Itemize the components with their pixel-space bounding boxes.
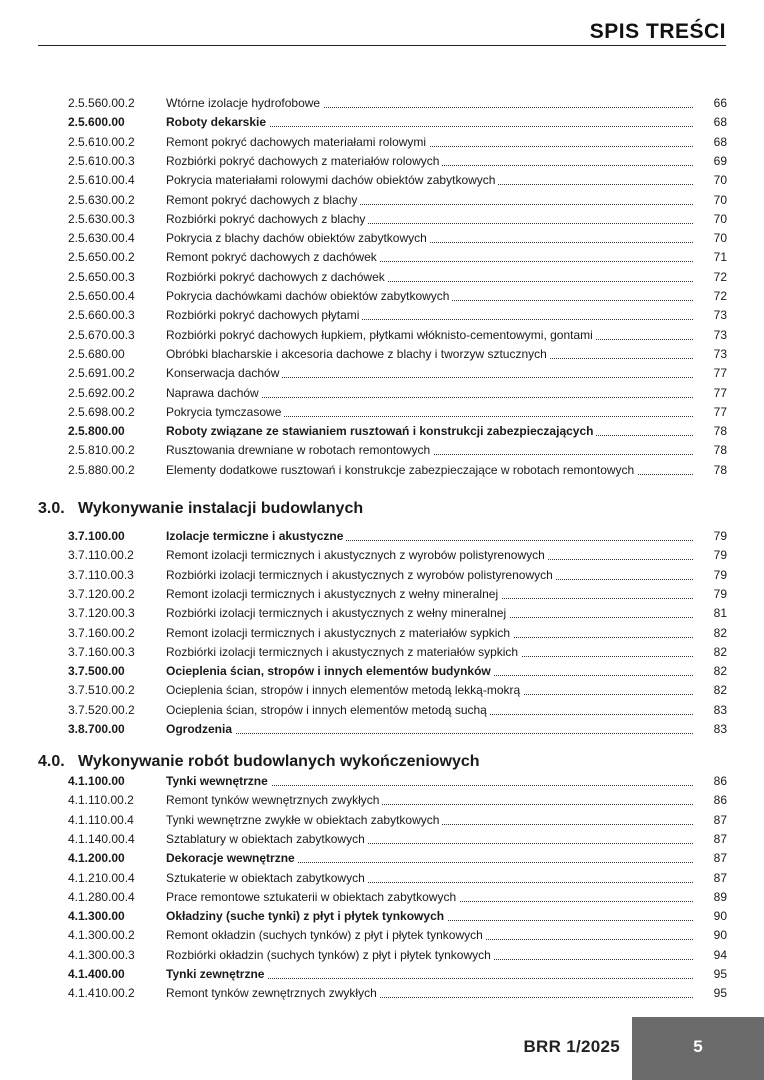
toc-entry-code: 3.7.520.00.2 <box>68 702 135 717</box>
toc-entry[interactable] <box>0 566 764 585</box>
toc-entry-title-text: Elementy dodatkowe rusztowań i konstrukcje zabezpieczające w robotach remontowych <box>166 463 637 477</box>
toc-entry-title-text: Naprawa dachów <box>166 386 262 400</box>
toc-entry-title <box>166 662 693 681</box>
toc-entry-title-text: Remont izolacji termicznych i akustycznych z wyrobów polistyrenowych <box>166 548 548 562</box>
toc-entry-code: 3.8.700.00 <box>68 722 125 736</box>
toc-entry-page: 90 <box>713 909 727 924</box>
toc-entry-title <box>166 133 693 152</box>
toc-entry-title-text: Rozbiórki izolacji termicznych i akustycznych z materiałów sypkich <box>166 645 521 659</box>
toc-entry-code: 4.1.300.00 <box>68 909 125 924</box>
toc-entry-page: 78 <box>713 443 727 458</box>
toc-entry-page: 73 <box>713 308 727 323</box>
toc-entry-code: 2.5.692.00.2 <box>68 385 135 400</box>
toc-entry-title-text: Sztukaterie w obiektach zabytkowych <box>166 871 368 885</box>
toc-entry[interactable] <box>0 461 764 480</box>
section-title: Wykonywanie robót budowlanych wykończeniowych <box>78 753 480 770</box>
toc-entry[interactable] <box>0 888 764 907</box>
toc-entry[interactable] <box>0 791 764 810</box>
toc-entry-code: 2.5.630.00.3 <box>68 211 135 226</box>
toc-entry-title-text: Remont tynków zewnętrznych zwykłych <box>166 986 380 1000</box>
toc-entry-title-text: Rozbiórki pokryć dachowych z blachy <box>166 212 368 226</box>
toc-entry-title-text: Remont okładzin (suchych tynków) z płyt i płytek tynkowych <box>166 928 486 942</box>
toc-entry-page: 82 <box>713 644 727 659</box>
toc-entry-title <box>166 152 693 171</box>
toc-entry-code: 3.7.160.00.2 <box>68 625 135 640</box>
toc-entry-code: 2.5.800.00 <box>68 424 125 439</box>
toc-entry[interactable] <box>0 965 764 984</box>
toc-entry-title-text: Prace remontowe sztukaterii w obiektach zabytkowych <box>166 890 459 904</box>
toc-entry-page: 83 <box>713 702 727 717</box>
toc-entry-page: 68 <box>713 134 727 149</box>
toc-entry-page: 70 <box>713 173 727 188</box>
issue-label: BRR 1/2025 <box>523 1037 620 1056</box>
toc-entry-code: 2.5.630.00.2 <box>68 192 135 207</box>
toc-entry-title-text: Rozbiórki pokryć dachowych z dachówek <box>166 270 388 284</box>
toc-entry-page: 71 <box>713 250 727 265</box>
toc-entry-page: 82 <box>713 664 727 679</box>
toc-entry-code: 2.5.650.00.3 <box>68 269 135 284</box>
toc-entry-page: 78 <box>713 462 727 477</box>
toc-entry-title-text: Pokrycia z blachy dachów obiektów zabytkowych <box>166 231 430 245</box>
toc-entry-title-text: Roboty dekarskie <box>166 115 269 129</box>
toc-entry-code: 4.1.140.00.4 <box>68 831 135 846</box>
toc-entry[interactable] <box>0 171 764 190</box>
toc-entry[interactable] <box>0 133 764 152</box>
toc-entry[interactable] <box>0 94 764 113</box>
toc-entry-page: 69 <box>713 153 727 168</box>
toc-entry-page: 77 <box>713 404 727 419</box>
toc-entry-title <box>166 403 693 422</box>
toc-entry-title-text: Rusztowania drewniane w robotach remontowych <box>166 443 433 457</box>
toc-entry[interactable] <box>0 364 764 383</box>
toc-entry-title <box>166 384 693 403</box>
toc-entry-title <box>166 422 693 441</box>
toc-entry-code: 3.7.100.00 <box>68 529 125 543</box>
toc-entry-page: 79 <box>713 529 727 543</box>
toc-entry[interactable] <box>0 210 764 229</box>
toc-entry[interactable] <box>0 345 764 364</box>
toc-entry-page: 82 <box>713 683 727 698</box>
toc-entry[interactable] <box>0 984 764 1003</box>
toc-entry-code: 2.5.610.00.2 <box>68 134 135 149</box>
toc-entry-title-text: Rozbiórki izolacji termicznych i akustycznych z wyrobów polistyrenowych <box>166 568 556 582</box>
toc-entry[interactable] <box>0 811 764 830</box>
toc-entry-page: 70 <box>713 192 727 207</box>
toc-entry-title-text: Roboty związane ze stawianiem rusztowań i konstrukcji zabezpieczających <box>166 424 596 438</box>
toc-entry-title-text: Ocieplenia ścian, stropów i innych elementów budynków <box>166 664 494 678</box>
toc-entry-title <box>166 191 693 210</box>
toc-entry-title-text: Wtórne izolacje hydrofobowe <box>166 96 323 110</box>
toc-entry[interactable] <box>0 585 764 604</box>
toc-entry-title <box>166 681 693 700</box>
toc-entry[interactable] <box>0 527 764 546</box>
toc-entry-code: 4.1.110.00.4 <box>68 812 134 827</box>
toc-entry-title-text: Remont izolacji termicznych i akustycznych z materiałów sypkich <box>166 626 513 640</box>
header-divider <box>38 45 726 46</box>
toc-entry-title <box>166 210 693 229</box>
toc-entry[interactable] <box>0 681 764 700</box>
toc-entry-page: 94 <box>713 947 727 962</box>
toc-entry-title <box>166 946 693 965</box>
toc-entry-code: 2.5.670.00.3 <box>68 327 135 342</box>
toc-entry[interactable] <box>0 306 764 325</box>
toc-entry-title <box>166 306 693 325</box>
toc-entry-code: 3.7.120.00.3 <box>68 606 135 621</box>
toc-entry-title <box>166 248 693 267</box>
toc-entry-title-text: Okładziny (suche tynki) z płyt i płytek tynkowych <box>166 909 447 923</box>
toc-entry-title-text: Rozbiórki izolacji termicznych i akustycznych z wełny mineralnej <box>166 606 509 620</box>
toc-entry-title-text: Tynki zewnętrzne <box>166 967 267 981</box>
toc-entry-code: 2.5.660.00.3 <box>68 308 135 323</box>
toc-entry-code: 4.1.110.00.2 <box>68 793 134 808</box>
toc-entry-title <box>166 791 693 810</box>
toc-entry-page: 73 <box>713 327 727 342</box>
section-heading-3 <box>38 498 363 520</box>
toc-entry[interactable] <box>0 946 764 965</box>
toc-entry-page: 79 <box>713 586 727 601</box>
page-title: SPIS TREŚCI <box>589 20 726 43</box>
toc-entry-title <box>166 888 693 907</box>
toc-entry[interactable] <box>0 926 764 945</box>
toc-entry-code: 2.5.680.00 <box>68 346 125 361</box>
toc-entry-title-text: Remont pokryć dachowych materiałami rolowymi <box>166 135 429 149</box>
toc-entry-code: 2.5.880.00.2 <box>68 462 135 477</box>
toc-entry-title-text: Remont pokryć dachowych z blachy <box>166 193 360 207</box>
toc-entry-title <box>166 907 693 926</box>
toc-entry[interactable] <box>0 152 764 171</box>
toc-entry-code: 4.1.280.00.4 <box>68 889 135 904</box>
toc-entry-title-text: Rozbiórki pokryć dachowych z materiałów rolowych <box>166 154 442 168</box>
toc-entry[interactable] <box>0 907 764 926</box>
toc-entry[interactable] <box>0 441 764 460</box>
toc-entry-page: 87 <box>713 812 727 827</box>
toc-entry-title <box>166 869 693 888</box>
toc-entry-title <box>166 984 693 1003</box>
toc-entry-code: 2.5.610.00.3 <box>68 153 135 168</box>
toc-entry-code: 4.1.300.00.2 <box>68 928 135 943</box>
toc-entry-code: 4.1.100.00 <box>68 774 125 788</box>
toc-entry-code: 3.7.160.00.3 <box>68 644 135 659</box>
toc-entry-title-text: Sztablatury w obiektach zabytkowych <box>166 832 368 846</box>
toc-entry-title <box>166 546 693 565</box>
toc-entry-title <box>166 268 693 287</box>
toc-entry-code: 2.5.698.00.2 <box>68 404 135 419</box>
toc-entry-page: 78 <box>713 424 727 439</box>
toc-entry-page: 81 <box>713 606 727 621</box>
toc-entry-title-text: Tynki wewnętrzne <box>166 774 271 788</box>
toc-entry-code: 4.1.200.00 <box>68 851 125 866</box>
toc-entry-page: 82 <box>713 625 727 640</box>
toc-entry-code: 2.5.560.00.2 <box>68 96 135 110</box>
toc-entry-code: 3.7.110.00.2 <box>68 548 134 563</box>
toc-entry[interactable] <box>0 701 764 720</box>
toc-entry-title <box>166 811 693 830</box>
toc-entry[interactable] <box>0 720 764 739</box>
section-heading-4 <box>38 751 480 773</box>
page-number: 5 <box>693 1037 703 1056</box>
toc-entry[interactable] <box>0 268 764 287</box>
toc-entry-code: 2.5.600.00 <box>68 115 125 130</box>
section-number: 3.0. <box>38 500 65 517</box>
toc-entry-page: 83 <box>713 722 727 736</box>
toc-entry-page: 77 <box>713 366 727 381</box>
toc-entry-title <box>166 94 693 113</box>
toc-entry-title-text: Obróbki blacharskie i akcesoria dachowe z blachy i tworzyw sztucznych <box>166 347 550 361</box>
toc-entry-code: 3.7.110.00.3 <box>68 567 134 582</box>
toc-entry-page: 87 <box>713 870 727 885</box>
toc-entry-page: 73 <box>713 346 727 361</box>
toc-entry-code: 3.7.510.00.2 <box>68 683 135 698</box>
toc-entry-title-text: Remont pokryć dachowych z dachówek <box>166 250 380 264</box>
toc-entry-title <box>166 585 693 604</box>
toc-entry-page: 79 <box>713 567 727 582</box>
toc-entry-title-text: Remont izolacji termicznych i akustycznych z wełny mineralnej <box>166 587 501 601</box>
section-number: 4.0. <box>38 753 65 770</box>
toc-entry[interactable] <box>0 772 764 791</box>
toc-entry-title <box>166 701 693 720</box>
toc-entry[interactable] <box>0 662 764 681</box>
toc-entry-page: 77 <box>713 385 727 400</box>
toc-entry-title <box>166 604 693 623</box>
toc-entry-code: 4.1.410.00.2 <box>68 986 135 1001</box>
toc-entry-code: 2.5.610.00.4 <box>68 173 135 188</box>
toc-entry[interactable] <box>0 849 764 868</box>
toc-entry-title <box>166 287 693 306</box>
toc-entry[interactable] <box>0 384 764 403</box>
toc-entry-page: 90 <box>713 928 727 943</box>
toc-entry-title-text: Dekoracje wewnętrzne <box>166 851 298 865</box>
toc-entry-title <box>166 326 693 345</box>
toc-entry-title <box>166 624 693 643</box>
toc-entry-title <box>166 643 693 662</box>
toc-entry-title-text: Rozbiórki okładzin (suchych tynków) z płyt i płytek tynkowych <box>166 948 494 962</box>
toc-entry-title <box>166 772 693 791</box>
toc-entry-code: 4.1.300.00.3 <box>68 947 135 962</box>
toc-entry-code: 2.5.810.00.2 <box>68 443 135 458</box>
toc-entry[interactable] <box>0 624 764 643</box>
toc-entry-page: 70 <box>713 211 727 226</box>
toc-entry-title-text: Izolacje termiczne i akustyczne <box>166 529 346 543</box>
toc-entry[interactable] <box>0 604 764 623</box>
toc-entry-page: 87 <box>713 851 727 866</box>
toc-entry-page: 87 <box>713 831 727 846</box>
toc-entry[interactable] <box>0 191 764 210</box>
toc-entry-title <box>166 965 693 984</box>
toc-entry-code: 4.1.400.00 <box>68 967 125 981</box>
toc-entry-title-text: Remont tynków wewnętrznych zwykłych <box>166 793 382 807</box>
toc-entry-title-text: Pokrycia materiałami rolowymi dachów obiektów zabytkowych <box>166 173 498 187</box>
toc-entry[interactable] <box>0 403 764 422</box>
toc-entry-page: 68 <box>713 115 727 130</box>
toc-entry-title-text: Ogrodzenia <box>166 722 235 736</box>
toc-entry-title-text: Rozbiórki pokryć dachowych łupkiem, płytkami włóknisto-cementowymi, gontami <box>166 328 596 342</box>
toc-entry[interactable] <box>0 113 764 132</box>
toc-entry-title <box>166 113 693 132</box>
toc-entry-page: 79 <box>713 548 727 563</box>
toc-entry[interactable] <box>0 326 764 345</box>
toc-entry-title <box>166 566 693 585</box>
toc-entry[interactable] <box>0 869 764 888</box>
toc-entry-title-text: Tynki wewnętrzne zwykłe w obiektach zabytkowych <box>166 813 442 827</box>
toc-entry-code: 2.5.650.00.4 <box>68 289 135 303</box>
toc-entry-page: 66 <box>713 96 727 110</box>
toc-entry[interactable] <box>0 248 764 267</box>
toc-entry[interactable] <box>0 643 764 662</box>
toc-entry-title <box>166 527 693 546</box>
toc-entry-title-text: Ocieplenia ścian, stropów i innych elementów metodą suchą <box>166 703 490 717</box>
footer-issue-area <box>0 1017 632 1080</box>
toc-entry-title-text: Pokrycia dachówkami dachów obiektów zabytkowych <box>166 289 452 303</box>
toc-entry[interactable] <box>0 546 764 565</box>
toc-entry-page: 72 <box>713 269 727 284</box>
toc-entry-code: 2.5.650.00.2 <box>68 250 135 265</box>
section-title: Wykonywanie instalacji budowlanych <box>78 500 364 517</box>
toc-entry-title <box>166 229 693 248</box>
toc-entry-title <box>166 849 693 868</box>
toc-entry-page: 95 <box>713 986 727 1001</box>
toc-entry-code: 4.1.210.00.4 <box>68 870 135 885</box>
toc-entry-code: 2.5.691.00.2 <box>68 366 135 381</box>
toc-entry-title-text: Rozbiórki pokryć dachowych płytami <box>166 308 362 322</box>
toc-entry-title <box>166 926 693 945</box>
toc-entry-title <box>166 720 693 739</box>
toc-entry-code: 3.7.120.00.2 <box>68 586 135 601</box>
toc-entry[interactable] <box>0 422 764 441</box>
toc-entry-page: 86 <box>713 793 727 808</box>
toc-entry-title <box>166 830 693 849</box>
toc-entry-title-text: Pokrycia tymczasowe <box>166 405 284 419</box>
footer-page-box <box>632 1017 764 1080</box>
toc-entry-title <box>166 461 693 480</box>
toc-entry-page: 86 <box>713 774 727 788</box>
toc-entry[interactable] <box>0 830 764 849</box>
toc-entry[interactable] <box>0 229 764 248</box>
toc-entry-page: 95 <box>713 967 727 981</box>
toc-entry-title-text: Ocieplenia ścian, stropów i innych elementów metodą lekką-mokrą <box>166 683 523 697</box>
toc-entry-title <box>166 171 693 190</box>
toc-entry-code: 2.5.630.00.4 <box>68 231 135 246</box>
toc-entry-title <box>166 345 693 364</box>
toc-entry-title <box>166 364 693 383</box>
toc-entry[interactable] <box>0 287 764 306</box>
toc-entry-page: 72 <box>713 289 727 303</box>
toc-entry-page: 89 <box>713 889 727 904</box>
toc-entry-code: 3.7.500.00 <box>68 664 125 679</box>
toc-entry-title-text: Konserwacja dachów <box>166 366 282 380</box>
toc-entry-title <box>166 441 693 460</box>
toc-entry-page: 70 <box>713 231 727 246</box>
